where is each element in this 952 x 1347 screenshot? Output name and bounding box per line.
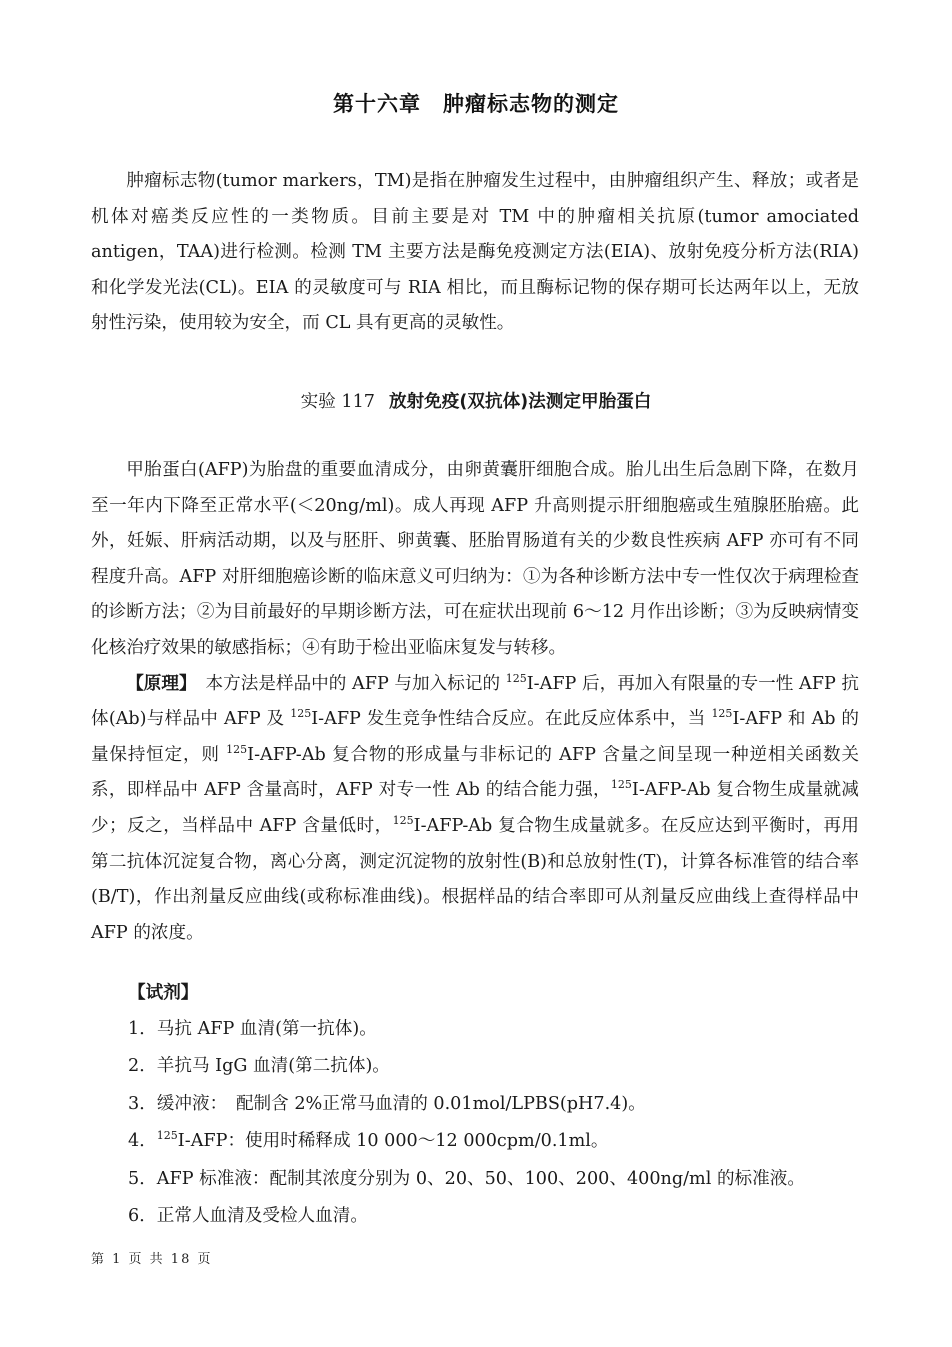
intro-paragraph [91,164,859,342]
experiment-number: 实验 117 [300,392,375,412]
isotope-superscript: 125 [610,778,632,792]
reagents-list [128,1011,858,1235]
chapter-title: 第十六章 肿瘤标志物的测定 [333,92,619,116]
experiment-name: 放射免疫(双抗体)法测定甲胎蛋白 [388,392,652,412]
principle-heading: 【原理】 [126,673,188,694]
afp-section [91,453,859,951]
reagent-item-5: 5．AFP 标准液：配制其浓度分别为 0、20、50、100、200、400ng/ml 的标准液。 [128,1168,805,1189]
reagents-heading: 【试剂】 [128,983,199,1003]
isotope-superscript: 125 [290,707,312,721]
isotope-superscript: 125 [392,814,414,828]
principle-text-3: I-AFP 发生竞争性结合反应。在此反应体系中，当 [311,709,712,730]
reagent-item-2: 2．羊抗马 IgG 血清(第二抗体)。 [128,1056,390,1077]
reagent-item-4-number: 4． [128,1131,157,1152]
isotope-superscript: 125 [156,1129,178,1143]
reagent-item-6: 6．正常人血清及受检人血清。 [128,1206,368,1227]
principle-text-5: I-AFP-Ab 复合物的形成量与非标记的 AFP 含量之间呈现一种逆相关函数关系，即样品中 AFP 含量高时，AFP 对专一性 Ab 的结合能力强， [91,744,859,801]
principle-text-6: I-AFP-Ab 复合物生成量就减少；反之，当样品中 AFP 含量低时， [91,780,859,836]
isotope-superscript: 125 [711,707,733,721]
isotope-superscript: 125 [505,671,527,685]
experiment-title [0,385,952,419]
reagent-item-3: 3．缓冲液： 配制含 2%正常马血清的 0.01mol/LPBS(pH7.4)。 [128,1093,646,1114]
principle-text-4: I-AFP 和 Ab 的量保持恒定，则 [91,709,859,765]
isotope-superscript: 125 [226,742,248,756]
principle-text-7: I-AFP-Ab 复合物生成量就多。在反应达到平衡时，再用第二抗体沉淀复合物，离心分离，测定沉淀物的放射性(B)和总放射性(T)，计算各标准管的结合率(B/T)，作出剂量反应曲线(或称标准曲线)。根据样品的结合率即可从剂量反应曲线上查得样品中 AFP 的浓度。 [91,815,859,943]
intro-text: 肿瘤标志物(tumor markers，TM)是指在肿瘤发生过程中，由肿瘤组织产生、释放；或者是机体对癌类反应性的一类物质。目前主要是对 TM 中的肿瘤相关抗原(tumor amociated antigen，TAA)进行检测。检测 TM 主要方法是酶免疫测定方法(EIA)、放射免疫分析方法(RIA)和化学发光法(CL)。EIA 的灵敏度可与 RIA 相比，而且酶标记物的保存期可长达两年以上，无放射性污染，使用较为安全，而 CL 具有更高的灵敏性。 [91,171,859,334]
page-footer: 第 1 页 共 18 页 [91,1252,213,1267]
reagent-item-4 [128,1123,858,1160]
principle-text-2: I-AFP 后，再加入有限量的专一性 AFP 抗体(Ab)与样品中 AFP 及 [91,673,859,730]
reagent-item-4-text: I-AFP：使用时稀释成 10 000～12 000cpm/0.1ml。 [177,1131,609,1152]
principle-paragraph [91,667,859,952]
principle-text-1: 本方法是样品中的 AFP 与加入标记的 [187,673,506,694]
reagent-item-1: 1．马抗 AFP 血清(第一抗体)。 [128,1019,377,1039]
afp-paragraph: 甲胎蛋白(AFP)为胎盘的重要血清成分，由卵黄囊肝细胞合成。胎儿出生后急剧下降，在数月至一年内下降至正常水平(＜20ng/ml)。成人再现 AFP 升高则提示肝细胞癌或生殖腺胚胎癌。此外，妊娠、肝病活动期，以及与胚肝、卵黄囊、胚胎胃肠道有关的少数良性疾病 AFP 亦可有不同程度升高。AFP 对肝细胞癌诊断的临床意义可归纳为：①为各种诊断方法中专一性仅次于病理检查的诊断方法；②为目前最好的早期诊断方法，可在症状出现前 6～12 月作出诊断；③为反映病情变化核治疗效果的敏感指标；④有助于检出亚临床复发与转移。 [91,460,859,658]
